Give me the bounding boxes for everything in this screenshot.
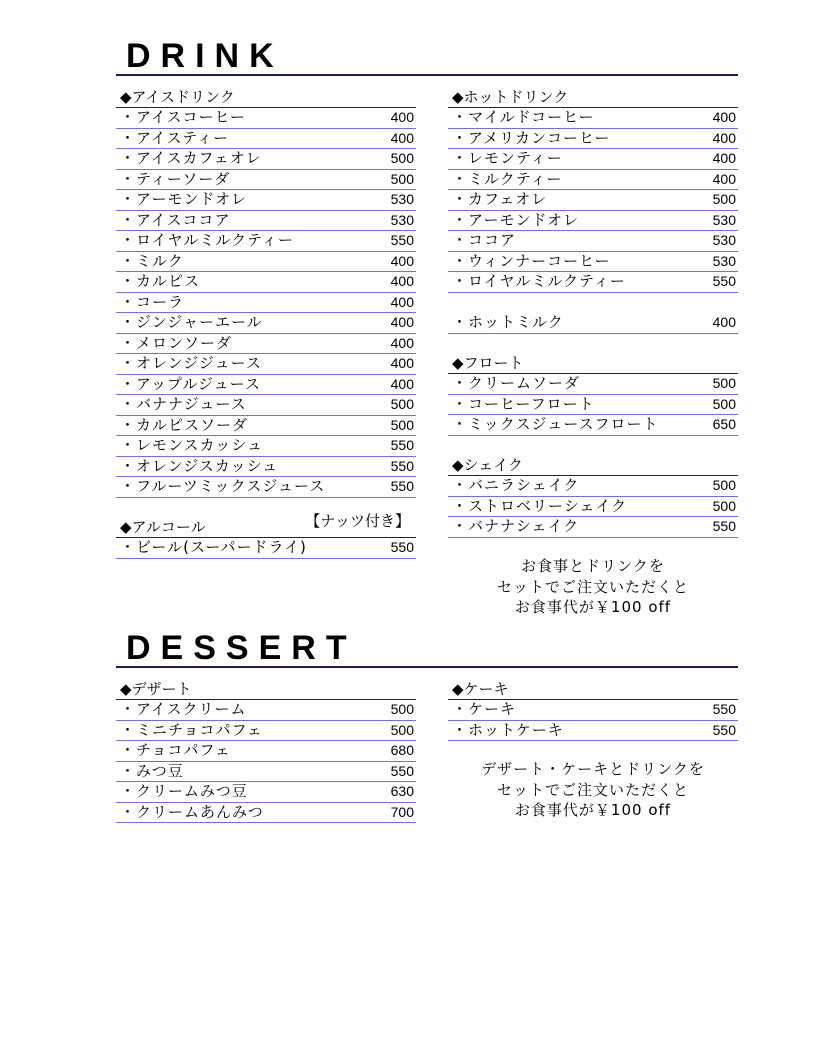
list-item: ・ロイヤルミルクティー 550 — [448, 272, 738, 293]
list-item: ・メロンソーダ 400 — [116, 334, 416, 355]
list-item: ・バナナシェイク 550 — [448, 517, 738, 538]
list-item: ・アーモンドオレ 530 — [448, 211, 738, 232]
dessert-right-column — [448, 680, 738, 741]
ice-drink-list — [116, 108, 416, 498]
alcohol-note: 【ナッツ付き】 — [305, 512, 410, 530]
set-note-line: お食事代が￥100 off — [514, 598, 672, 616]
list-item: ・ミルク 400 — [116, 252, 416, 273]
list-item: ・ミニチョコパフェ 500 — [116, 721, 416, 742]
list-item: ・バナナジュース 500 — [116, 395, 416, 416]
list-item: ・ジンジャーエール 400 — [116, 313, 416, 334]
list-item: ・みつ豆 550 — [116, 762, 416, 783]
list-item: ・カルピス 400 — [116, 272, 416, 293]
list-item: ・ストロベリーシェイク 500 — [448, 497, 738, 518]
shake-header: ◆シェイク — [448, 456, 738, 476]
set-note-line: セットでご注文いただくと — [496, 577, 689, 596]
list-item: ・ホットケーキ 550 — [448, 721, 738, 742]
list-item: ・レモンスカッシュ 550 — [116, 436, 416, 457]
list-item: ・アップルジュース 400 — [116, 375, 416, 396]
list-item: ・ケーキ 550 — [448, 700, 738, 721]
list-item: ・アイスココア 530 — [116, 211, 416, 232]
dessert-set-note — [448, 759, 738, 821]
dessert-header: ◆デザート — [116, 680, 416, 700]
list-item: ・アイスコーヒー 400 — [116, 108, 416, 129]
float-list — [448, 374, 738, 436]
set-note-line: お食事とドリンクを — [521, 557, 665, 575]
cake-list — [448, 700, 738, 741]
list-item: ・フルーツミックスジュース 550 — [116, 477, 416, 498]
list-item: ・レモンティー 400 — [448, 149, 738, 170]
list-item: ・ココア 530 — [448, 231, 738, 252]
set-note-line: セットでご注文いただくと — [496, 780, 689, 799]
list-item: ・アーモンドオレ 530 — [116, 190, 416, 211]
hot-drink-header: ◆ホットドリンク — [448, 88, 738, 108]
list-item: ・コーヒーフロート 500 — [448, 395, 738, 416]
drink-left-column — [116, 88, 416, 559]
list-item: ・カフェオレ 500 — [448, 190, 738, 211]
list-item: ・アイスティー 400 — [116, 129, 416, 150]
alcohol-header: ◆アルコール 【ナッツ付き】 — [116, 518, 416, 538]
cake-header: ◆ケーキ — [448, 680, 738, 700]
list-item: ・アイスクリーム 500 — [116, 700, 416, 721]
list-item: ・クリームあんみつ 700 — [116, 803, 416, 824]
dessert-title: DESSERT — [126, 629, 357, 667]
list-item: ・ティーソーダ 500 — [116, 170, 416, 191]
list-item: ・コーラ 400 — [116, 293, 416, 314]
drink-right-column — [448, 88, 738, 538]
dessert-left-column — [116, 680, 416, 823]
dessert-list — [116, 700, 416, 823]
list-item: ・ビール(スーパードライ) 550 — [116, 538, 416, 559]
list-item: ・マイルドコーヒー 400 — [448, 108, 738, 129]
list-item: ・アメリカンコーヒー 400 — [448, 129, 738, 150]
list-item: ・オレンジスカッシュ 550 — [116, 457, 416, 478]
drink-heading — [116, 38, 738, 76]
hot-drink-list — [448, 108, 738, 334]
shake-list — [448, 476, 738, 538]
list-item: ・アイスカフェオレ 500 — [116, 149, 416, 170]
list-item: ・ミルクティー 400 — [448, 170, 738, 191]
float-header: ◆フロート — [448, 354, 738, 374]
list-item: ・ホットミルク 400 — [448, 313, 738, 334]
list-item: ・バニラシェイク 500 — [448, 476, 738, 497]
dessert-heading — [116, 630, 738, 668]
list-item: ・オレンジジュース 400 — [116, 354, 416, 375]
list-item: ・クリームみつ豆 630 — [116, 782, 416, 803]
list-item: ・ウィンナーコーヒー 530 — [448, 252, 738, 273]
drink-title: DRINK — [126, 37, 284, 75]
list-item: ・ミックスジュースフロート 650 — [448, 415, 738, 436]
ice-drink-header: ◆アイスドリンク — [116, 88, 416, 108]
drink-set-note — [448, 556, 738, 618]
list-item: ・チョコパフェ 680 — [116, 741, 416, 762]
list-item: ・ロイヤルミルクティー 550 — [116, 231, 416, 252]
list-item: ・クリームソーダ 500 — [448, 374, 738, 395]
set-note-line: デザート・ケーキとドリンクを — [481, 760, 705, 778]
set-note-line: お食事代が￥100 off — [514, 801, 672, 819]
list-item: ・カルピスソーダ 500 — [116, 416, 416, 437]
